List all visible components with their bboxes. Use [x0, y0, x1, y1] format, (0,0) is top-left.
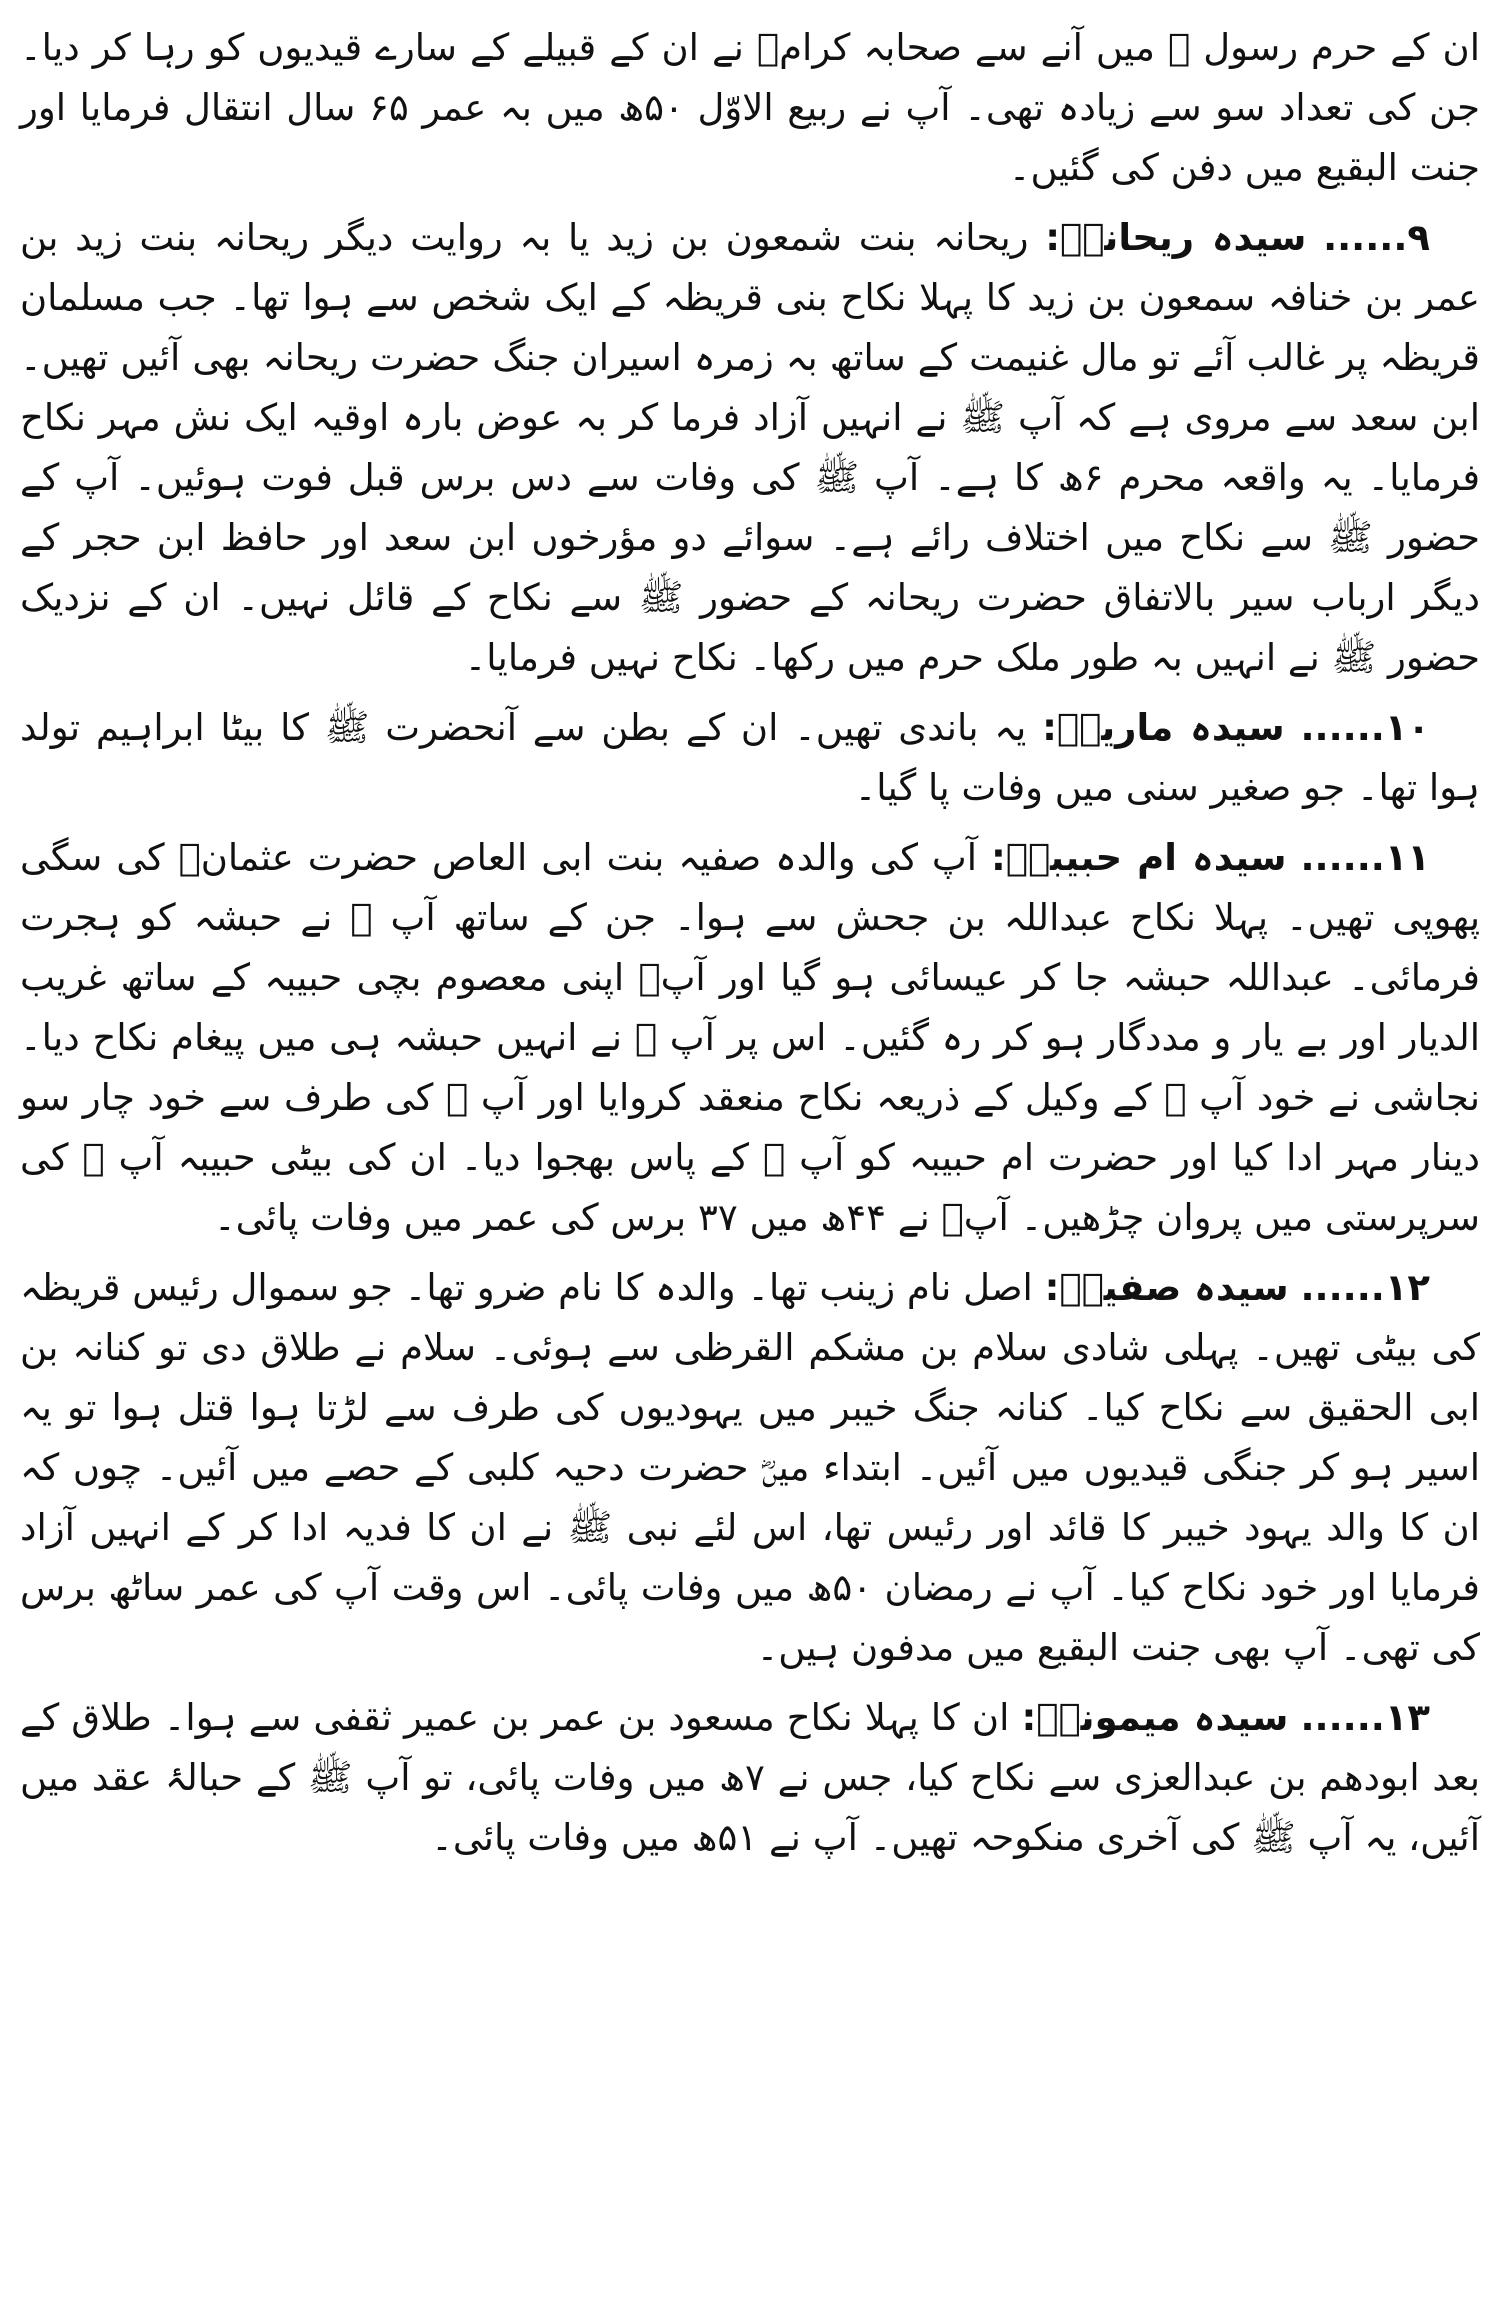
paragraph-rehana: [20, 208, 1480, 688]
item-number: ۱۲......: [1300, 1266, 1430, 1309]
paragraph-maria: [20, 698, 1480, 818]
item-heading: سیدہ ماریہؓ:: [1042, 706, 1285, 749]
item-number: ۱۳......: [1300, 1696, 1430, 1739]
paragraph-text: اصل نام زینب تھا۔ والدہ کا نام ضرو تھا۔ جو سموال رئیس قریظہ کی بیٹی تھیں۔ پہلی شادی سلام بن مشکم القرظی سے ہوئی۔ سلام نے طلاق دی تو کنانہ بن ابی الحقیق سے نکاح کیا۔ کنانہ جنگ خیبر میں یہودیوں کی طرف سے لڑتا ہوا قتل ہوا تو یہ اسیر ہو کر جنگی قیدیوں میں آئیں۔ ابتداء میںؓ حضرت دحیہ کلبی کے حصے میں آئیں۔ چوں کہ ان کا والد یہود خیبر کا قائد اور رئیس تھا، اس لئے نبی ﷺ نے ان کا فدیہ ادا کر کے انہیں آزاد فرمایا اور خود نکاح کیا۔ آپ نے رمضان ۵۰ھ میں وفات پائی۔ اس وقت آپ کی عمر ساٹھ برس کی تھی۔ آپ بھی جنت البقیع میں مدفون ہیں۔: [20, 1266, 1480, 1669]
paragraph-continuation: [20, 18, 1480, 198]
paragraph-text: ریحانہ بنت شمعون بن زید یا بہ روایت دیگر ریحانہ بنت زید بن عمر بن خنافہ سمعون بن زید کا پہلا نکاح بنی قریظہ کے ایک شخص سے ہوا تھا۔ جب مسلمان قریظہ پر غالب آئے تو مال غنیمت کے ساتھ بہ زمرہ اسیران جنگ حضرت ریحانہ بھی آئیں تھیں۔ ابن سعد سے مروی ہے کہ آپ ﷺ نے انہیں آزاد فرما کر بہ عوض بارہ اوقیہ ایک نش مہر نکاح فرمایا۔ یہ واقعہ محرم ۶ھ کا ہے۔ آپ ﷺ کی وفات سے دس برس قبل فوت ہوئیں۔ آپ کے حضور ﷺ سے نکاح میں اختلاف رائے ہے۔ سوائے دو مؤرخوں ابن سعد اور حافظ ابن حجر کے دیگر ارباب سیر بالاتفاق حضرت ریحانہ کے حضور ﷺ سے نکاح کے قائل نہیں۔ ان کے نزدیک حضور ﷺ نے انہیں بہ طور ملک حرم میں رکھا۔ نکاح نہیں فرمایا۔: [20, 216, 1481, 679]
paragraph-text: یہ باندی تھیں۔ ان کے بطن سے آنحضرت ﷺ کا بیٹا ابراہیم تولد ہوا تھا۔ جو صغیر سنی میں وفات پا گیا۔: [20, 706, 1480, 809]
item-heading: سیدہ میمونہؓ:: [1021, 1696, 1289, 1739]
item-number: ۱۰......: [1300, 706, 1430, 749]
item-number: ۱۱......: [1300, 836, 1430, 879]
paragraph-safiyya: [20, 1258, 1480, 1678]
paragraph-text: ان کا پہلا نکاح مسعود بن عمر بن عمیر ثقفی سے ہوا۔ طلاق کے بعد ابودھم بن عبدالعزی سے نکاح کیا، جس نے ۷ھ میں وفات پائی، تو آپ ﷺ کے حبالۂ عقد میں آئیں، یہ آپ ﷺ کی آخری منکوحہ تھیں۔ آپ نے ۵۱ھ میں وفات پائی۔: [20, 1696, 1480, 1859]
item-number: ۹......: [1323, 216, 1430, 259]
item-heading: سیدہ صفیہؓ:: [1044, 1266, 1289, 1309]
paragraph-text: ان کے حرم رسول ﷺ میں آنے سے صحابہ کرامؓ نے ان کے قبیلے کے سارے قیدیوں کو رہا کر دیا۔ جن کی تعداد سو سے زیادہ تھی۔ آپ نے ربیع الاوّل ۵۰ھ میں بہ عمر ۶۵ سال انتقال فرمایا اور جنت البقیع میں دفن کی گئیں۔: [20, 26, 1480, 189]
item-heading: سیدہ ریحانہؓ:: [1045, 216, 1307, 259]
document-page: [20, 18, 1480, 2282]
paragraph-text: آپ کی والدہ صفیہ بنت ابی العاص حضرت عثمانؓ کی سگی پھوپی تھیں۔ پہلا نکاح عبداللہ بن جحش سے ہوا۔ جن کے ساتھ آپ ﷺ نے حبشہ کو ہجرت فرمائی۔ عبداللہ حبشہ جا کر عیسائی ہو گیا اور آپؓ اپنی معصوم بچی حبیبہ کے ساتھ غریب الدیار اور بے یار و مددگار ہو کر رہ گئیں۔ اس پر آپ ﷺ نے انہیں حبشہ ہی میں پیغام نکاح دیا۔ نجاشی نے خود آپ ﷺ کے وکیل کے ذریعہ نکاح منعقد کروایا اور آپ ﷺ کی طرف سے خود چار سو دینار مہر ادا کیا اور حضرت ام حبیبہ کو آپ ﷺ کے پاس بھجوا دیا۔ ان کی بیٹی حبیبہ آپ ﷺ کی سرپرستی میں پروان چڑھیں۔ آپؓ نے ۴۴ھ میں ۳۷ برس کی عمر میں وفات پائی۔: [20, 836, 1480, 1239]
paragraph-umm-habiba: [20, 828, 1480, 1248]
paragraph-maimuna: [20, 1688, 1480, 1868]
item-heading: سیدہ ام حبیبہؓ:: [990, 836, 1287, 879]
